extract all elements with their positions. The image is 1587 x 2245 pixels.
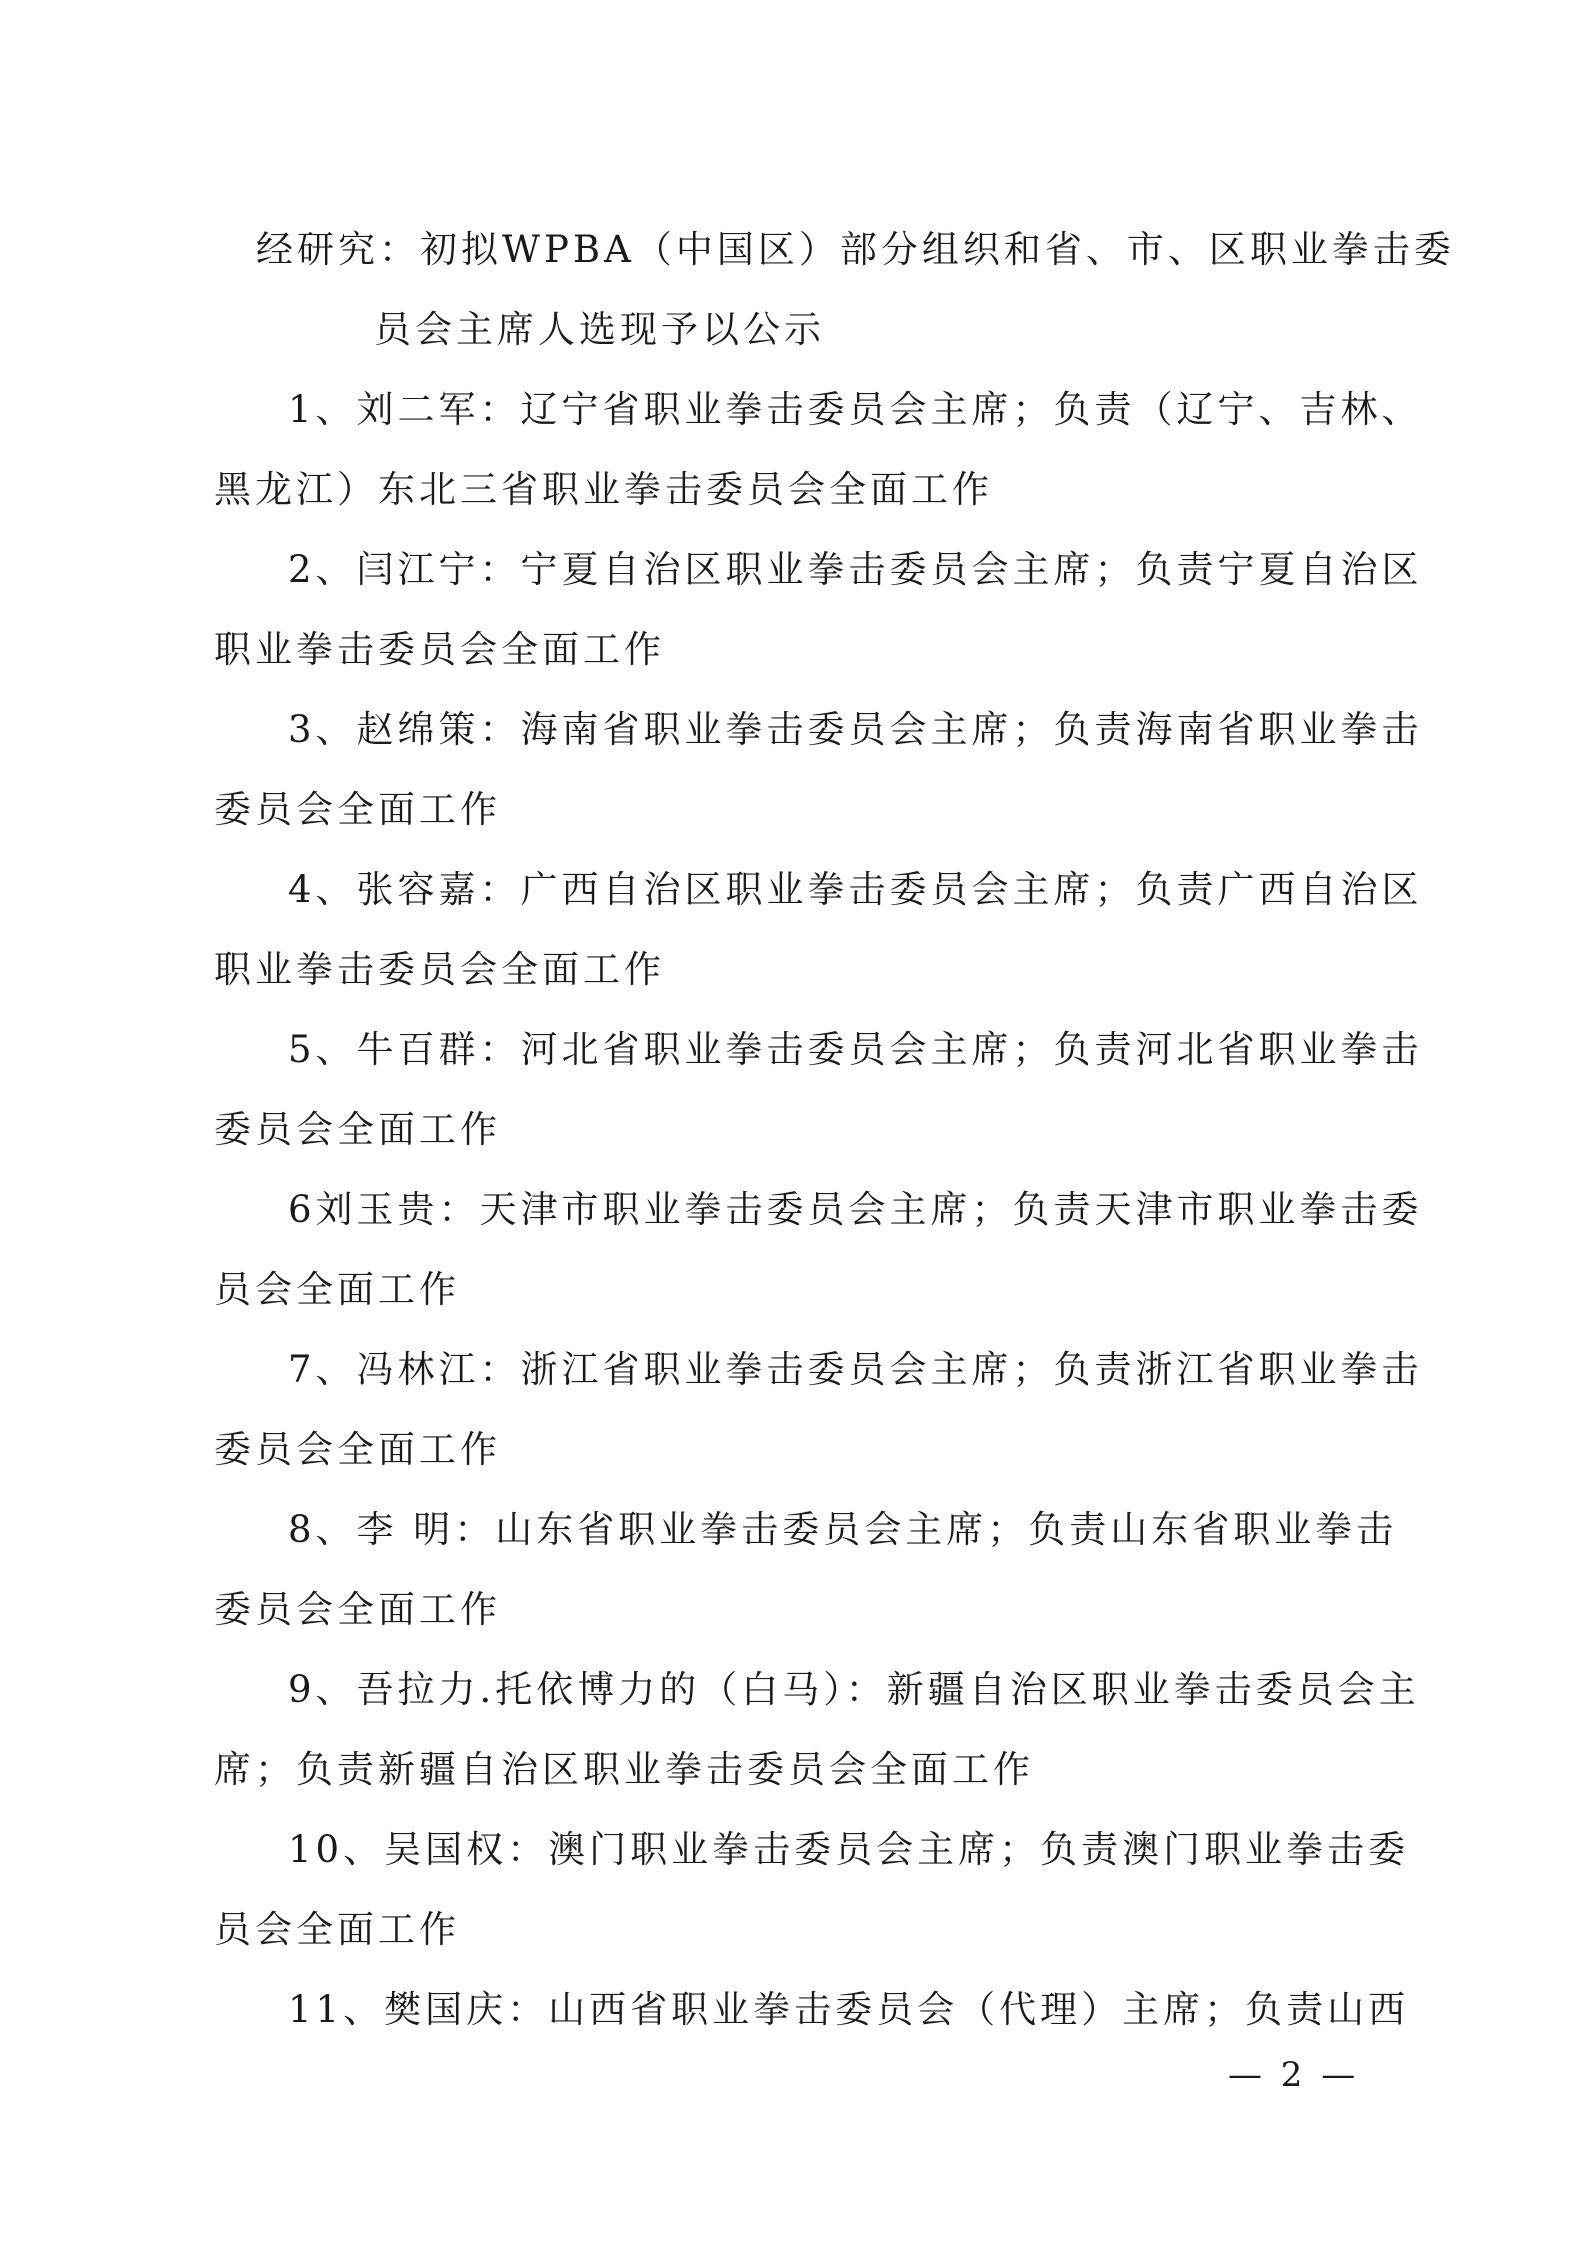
list-item-7-line-1: 7、冯林江：浙江省职业拳击委员会主席；负责浙江省职业拳击	[288, 1348, 1423, 1391]
list-item-2-line-2: 职业拳击委员会全面工作	[214, 628, 665, 671]
list-item-8-line-1: 8、李 明：山东省职业拳击委员会主席；负责山东省职业拳击	[288, 1508, 1398, 1551]
list-item-3-line-2: 委员会全面工作	[214, 788, 501, 831]
intro-line-2: 员会主席人选现予以公示	[374, 308, 825, 351]
list-item-3-line-1: 3、赵绵策：海南省职业拳击委员会主席；负责海南省职业拳击	[288, 708, 1423, 751]
list-item-4-line-1: 4、张容嘉：广西自治区职业拳击委员会主席；负责广西自治区	[288, 868, 1423, 911]
list-item-8-line-2: 委员会全面工作	[214, 1588, 501, 1631]
list-item-6-line-2: 员会全面工作	[214, 1268, 460, 1311]
list-item-10-line-2: 员会全面工作	[214, 1908, 460, 1951]
list-item-6-line-1: 6刘玉贵：天津市职业拳击委员会主席；负责天津市职业拳击委	[288, 1188, 1423, 1231]
document-body	[214, 210, 1455, 2050]
list-item-9-line-1: 9、吾拉力.托依博力的（白马）：新疆自治区职业拳击委员会主	[288, 1668, 1420, 1711]
list-item-9-line-2: 席；负责新疆自治区职业拳击委员会全面工作	[214, 1748, 1034, 1791]
list-item-10-line-1: 10、吴国权：澳门职业拳击委员会主席；负责澳门职业拳击委	[288, 1828, 1410, 1871]
list-item-2-line-1: 2、闫江宁：宁夏自治区职业拳击委员会主席；负责宁夏自治区	[288, 548, 1423, 591]
list-item-1-line-1: 1、刘二军：辽宁省职业拳击委员会主席；负责（辽宁、吉林、	[288, 388, 1423, 431]
list-item-4-line-2: 职业拳击委员会全面工作	[214, 948, 665, 991]
list-item-5-line-2: 委员会全面工作	[214, 1108, 501, 1151]
list-item-7-line-2: 委员会全面工作	[214, 1428, 501, 1471]
intro-line-1: 经研究：初拟WPBA（中国区）部分组织和省、市、区职业拳击委	[256, 228, 1455, 271]
list-item-1-line-2: 黑龙江）东北三省职业拳击委员会全面工作	[214, 468, 993, 511]
list-item-11-line-1: 11、樊国庆：山西省职业拳击委员会（代理）主席；负责山西	[288, 1988, 1410, 2031]
page-number: — 2 —	[1228, 2055, 1360, 2095]
list-item-5-line-1: 5、牛百群：河北省职业拳击委员会主席；负责河北省职业拳击	[288, 1028, 1423, 1071]
